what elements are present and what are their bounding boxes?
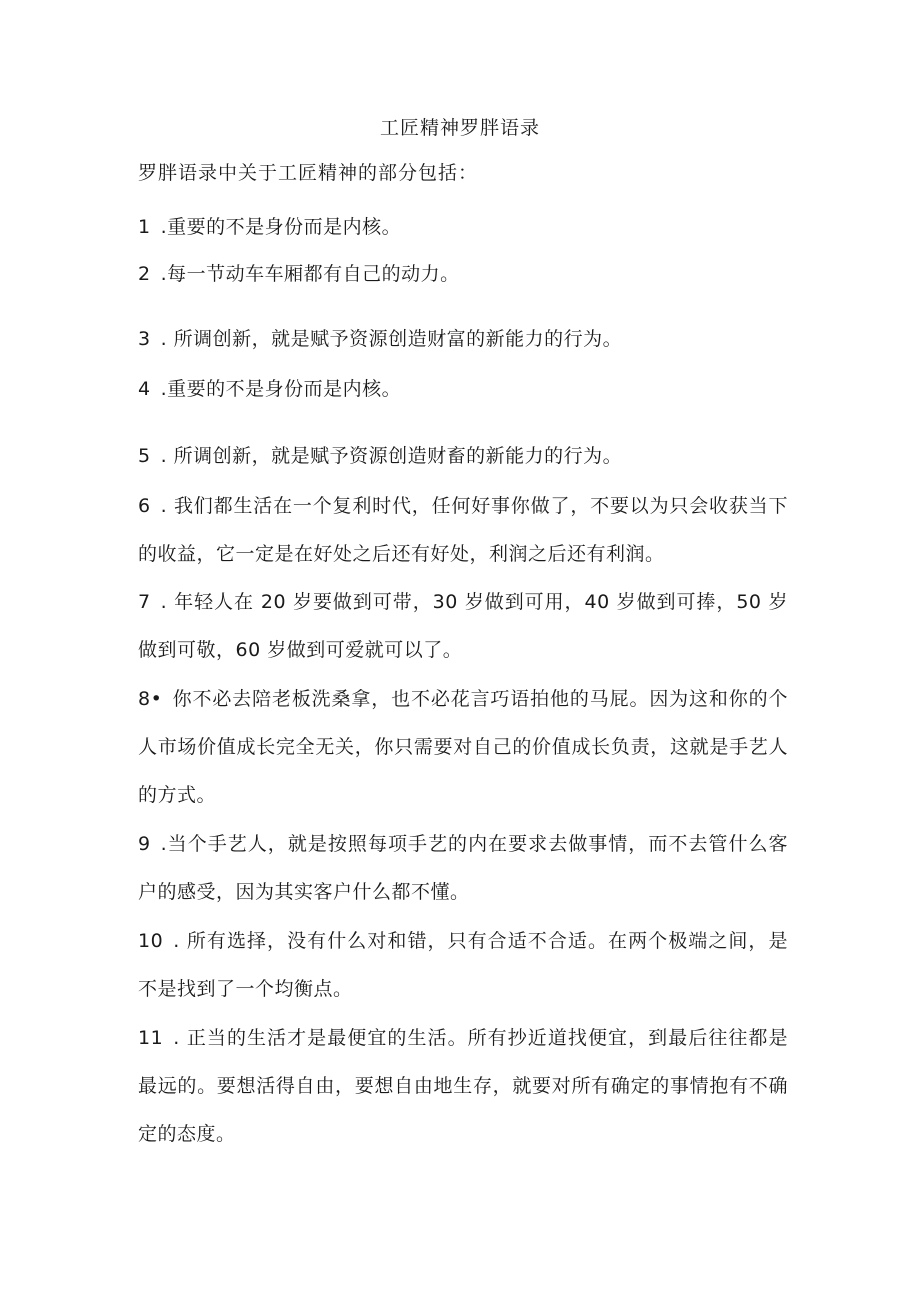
item-number: 3 (138, 328, 151, 350)
list-item (138, 432, 788, 480)
item-text: . 年轻人在 20 岁要做到可带，30 岁做到可用，40 岁做到可捧，50 岁做到可敬，60 岁做到可爱就可以了。 (138, 591, 788, 661)
item-number: 1 (138, 216, 151, 238)
item-text: .当个手艺人，就是按照每项手艺的内在要求去做事情，而不去管什么客户的感受，因为其实客户什么都不懂。 (138, 833, 788, 903)
item-text: .每一节动车车厢都有自己的动力。 (160, 263, 460, 285)
item-number: 10 (138, 930, 164, 952)
document-title: 工匠精神罗胖语录 (379, 117, 540, 139)
list-item (138, 365, 788, 413)
list-item (138, 250, 788, 298)
list-item (138, 578, 788, 674)
intro-paragraph: 罗胖语录中关于工匠精神的部分包括： (138, 162, 479, 184)
item-text: . 所有选择，没有什么对和错，只有合适不合适。在两个极端之间，是不是找到了一个均衡点。 (138, 930, 788, 1000)
list-item (138, 917, 788, 1013)
item-text: . 正当的生活才是最便宜的生活。所有抄近道找便宜，到最后往往都是最远的。要想活得自由，要想自由地生存，就要对所有确定的事情抱有不确定的态度。 (138, 1027, 788, 1145)
item-number: 4 (138, 378, 151, 400)
item-text: .重要的不是身份而是内核。 (160, 378, 402, 400)
item-number: 5 (138, 445, 151, 467)
list-item (138, 482, 788, 578)
item-text: .重要的不是身份而是内核。 (160, 216, 402, 238)
list-item (138, 203, 788, 251)
item-number: 6 (138, 495, 151, 517)
list-item (138, 820, 788, 916)
item-number: 7 (138, 591, 151, 613)
item-number: 8• (138, 688, 163, 710)
item-text: . 所调创新，就是赋予资源创造财富的新能力的行为。 (160, 328, 623, 350)
item-text: . 所调创新，就是赋予资源创造财畜的新能力的行为。 (160, 445, 623, 467)
list-item (138, 315, 788, 363)
item-text: 你不必去陪老板洗桑拿，也不必花言巧语拍他的马屁。因为这和你的个人市场价值成长完全无关，你只需要对自己的价值成长负责，这就是手艺人的方式。 (138, 688, 788, 806)
item-number: 2 (138, 263, 151, 285)
item-number: 11 (138, 1027, 164, 1049)
item-number: 9 (138, 833, 151, 855)
item-text: . 我们都生活在一个复利时代，任何好事你做了，不要以为只会收获当下的收益，它一定是在好处之后还有好处，利润之后还有利润。 (138, 495, 788, 565)
list-item (138, 675, 788, 819)
list-item (138, 1014, 788, 1158)
